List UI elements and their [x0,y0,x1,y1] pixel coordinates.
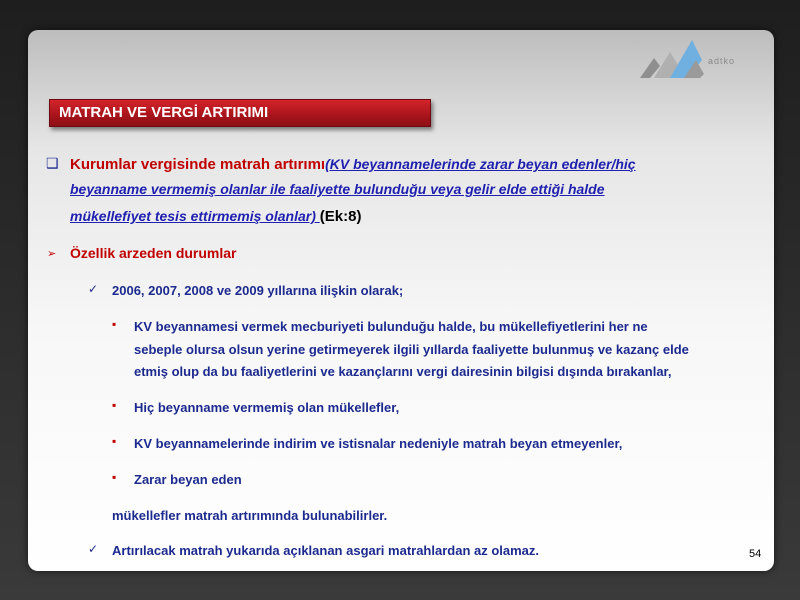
bullet1-link-line3[interactable]: mükellefiyet tesis ettirmemiş olanlar) [70,208,320,224]
square-bullet-icon: ❑ [46,155,59,171]
sub-item-1-line1: KV beyannamesi vermek mecburiyeti bulunduğu halde, bu mükellefiyetlerini her ne [134,319,648,334]
bullet1-link-line1[interactable]: (KV beyannamelerinde zarar beyan edenler/hiç [325,156,636,172]
square-small-bullet-icon: ▪ [112,434,117,448]
arrow-bullet-icon: ➢ [47,248,57,260]
logo-text: adtko [708,56,736,66]
square-small-bullet-icon: ▪ [112,470,117,484]
slide [28,30,774,571]
special-cases-heading: Özellik arzeden durumlar [70,245,237,261]
bullet1-line3 [70,208,361,226]
bullet1-line1 [70,156,636,174]
sub-item-3: KV beyannamelerinde indirim ve istisnalar nedeniyle matrah beyan etmeyenler, [134,436,623,451]
bullet1-ek-label: (Ek:8) [319,208,362,225]
square-small-bullet-icon: ▪ [112,398,117,412]
sub-item-2: Hiç beyanname vermemiş olan mükellefler, [134,400,400,415]
sub-item-1-line3: etmiş olup da bu faaliyetlerini ve kazançlarını vergi dairesinin bilgisi dışında bırakanlar, [134,364,672,379]
bullet1-main-text: Kurumlar vergisinde matrah artırımı [70,156,326,173]
square-small-bullet-icon: ▪ [112,317,117,331]
sub-item-1-line2: sebeple olursa olsun yerine getirmeyerek ilgili yıllarda faaliyette bulunmuş ve kazanç elde [134,342,689,357]
page-number: 54 [749,548,762,560]
company-logo [640,38,770,86]
sub-item-4: Zarar beyan eden [134,472,242,487]
check-bullet-icon: ✓ [88,542,99,556]
bullet1-line2 [70,181,605,199]
title-banner [49,99,431,127]
slide-title: MATRAH VE VERGİ ARTIRIMI [59,104,269,121]
bullet1-link-line2[interactable]: beyanname vermemiş olanlar ile faaliyette bulunduğu veya gelir elde ettiği halde [70,181,605,197]
last-item: Artırılacak matrah yukarıda açıklanan asgari matrahlardan az olamaz. [112,543,540,558]
years-item: 2006, 2007, 2008 ve 2009 yıllarına ilişkin olarak; [112,283,404,298]
check-bullet-icon: ✓ [88,282,99,296]
continuation-text: mükellefler matrah artırımında bulunabilirler. [112,508,388,523]
